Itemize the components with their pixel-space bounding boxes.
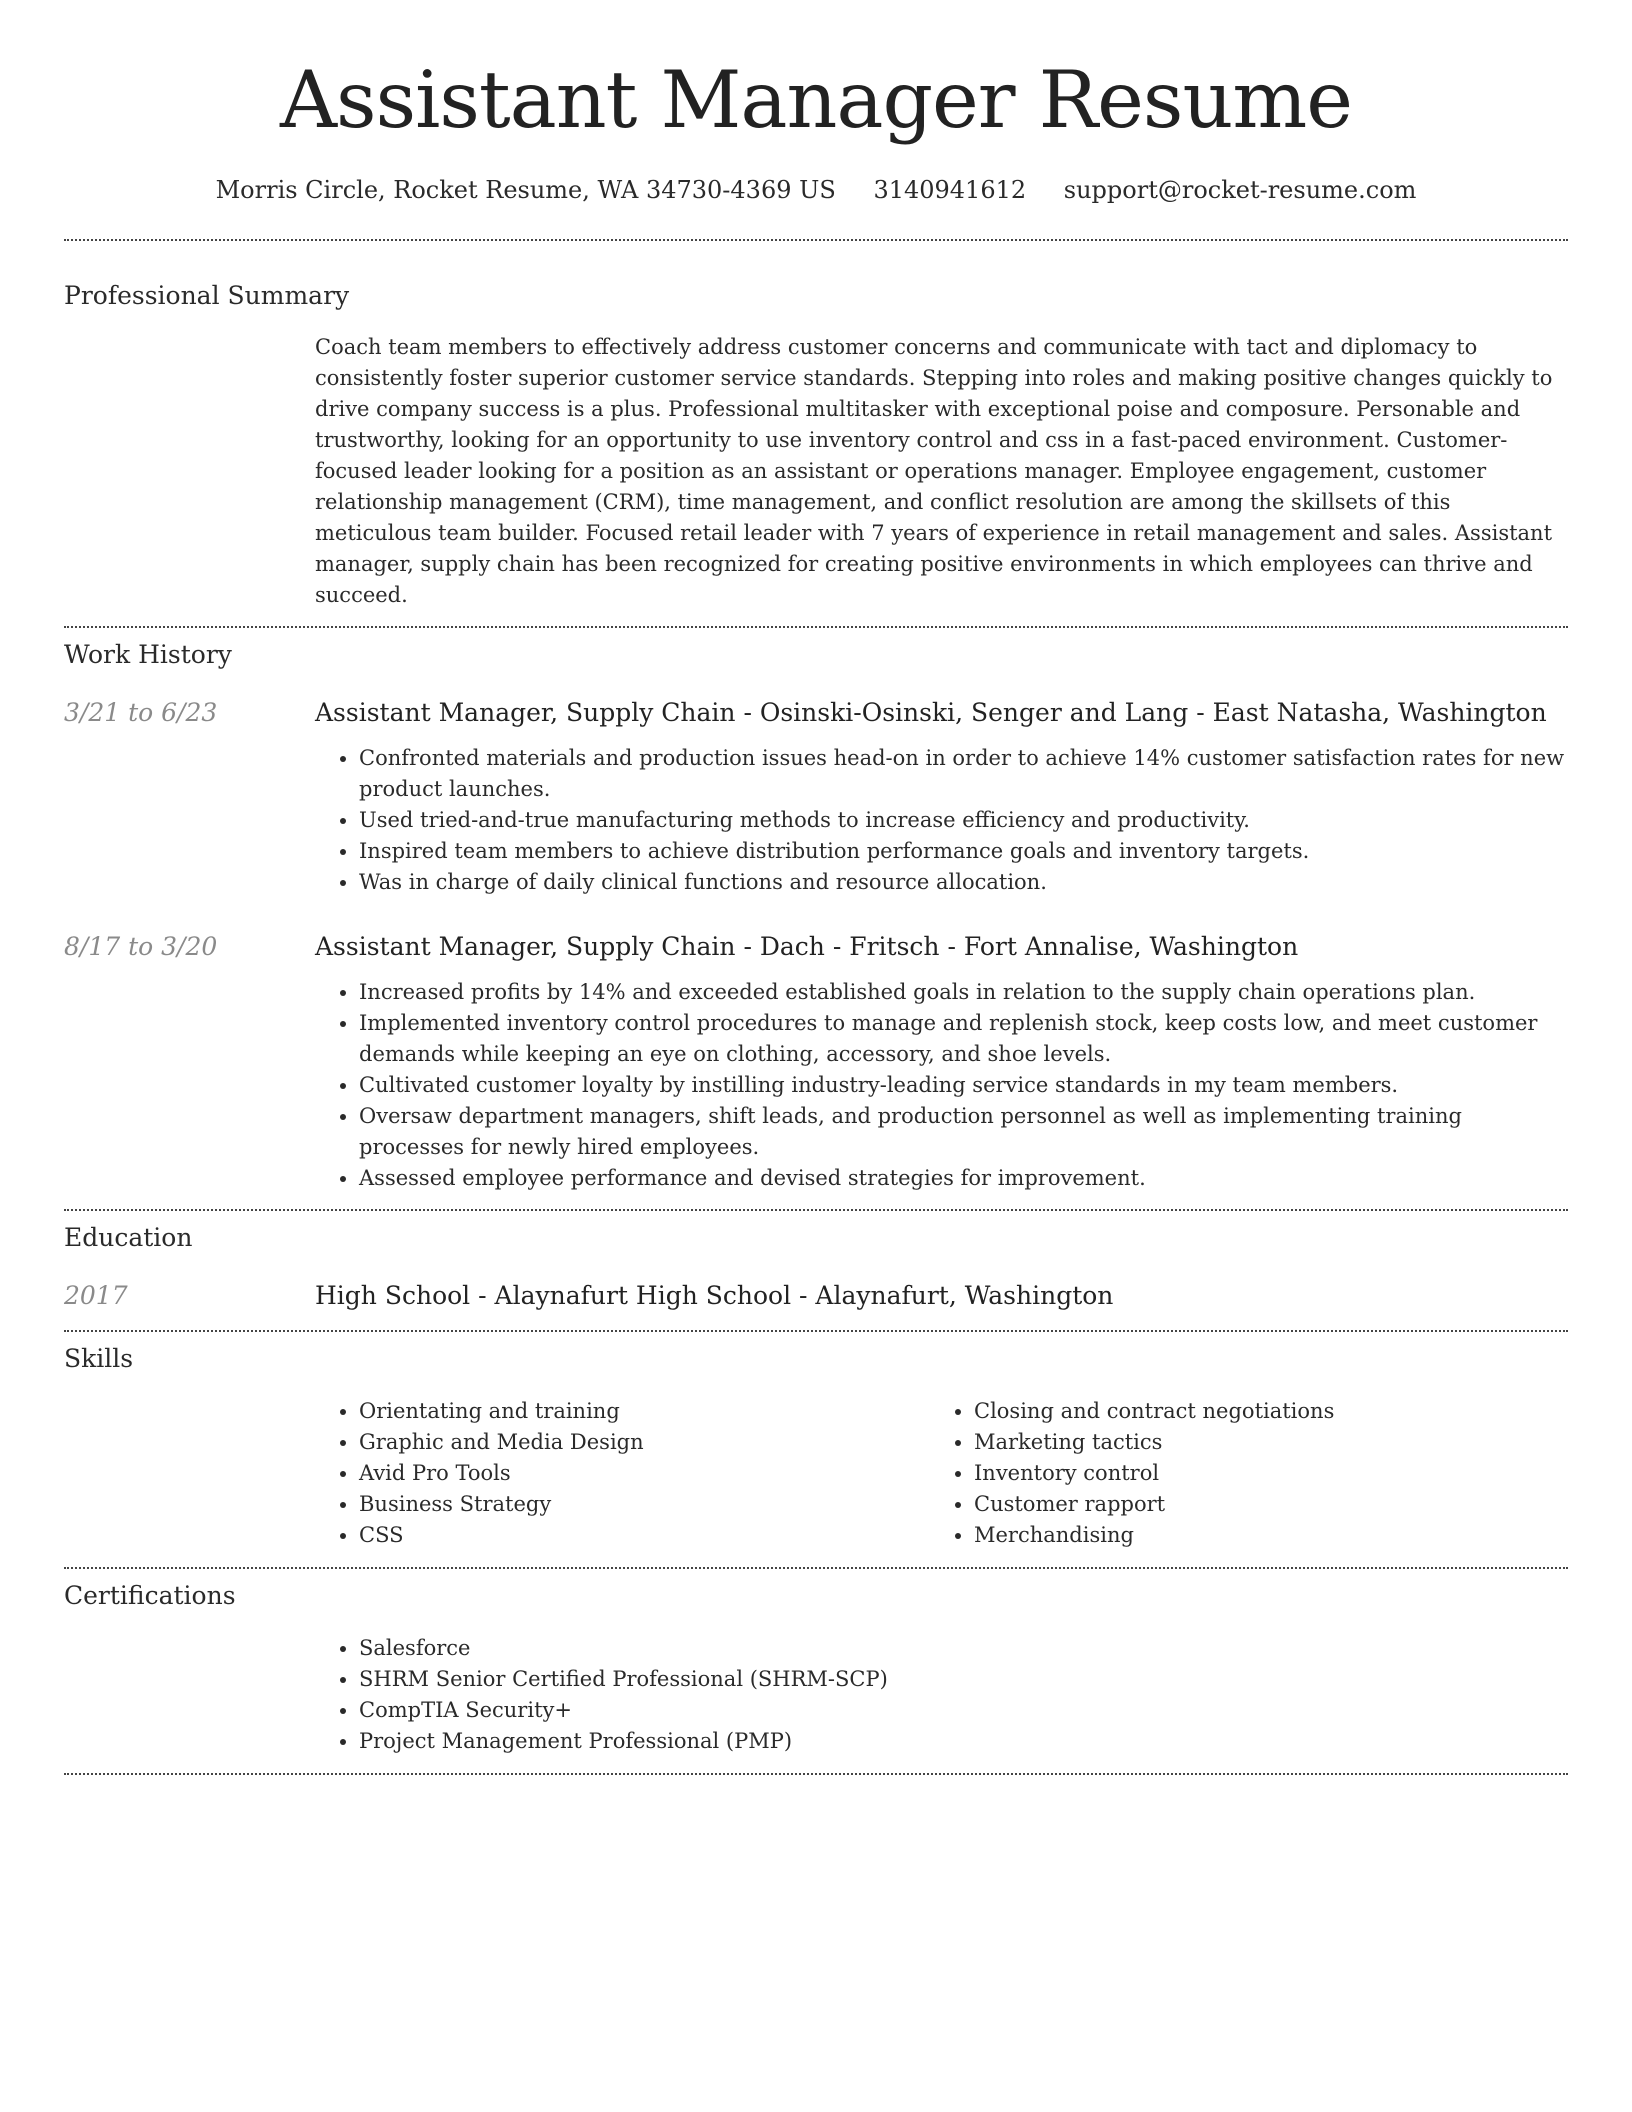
job-dates: 8/17 to 3/20 bbox=[64, 932, 218, 961]
certifications-wrap bbox=[315, 1633, 1568, 1757]
job-bullet: • Used tried-and-true manufacturing methods to increase efficiency and productivity. bbox=[359, 805, 1568, 836]
contact-email: support@rocket-resume.com bbox=[1063, 176, 1417, 204]
work-history-title: Work History bbox=[64, 640, 232, 669]
summary-text: Coach team members to effectively address customer concerns and communicate with tact and diplomacy to consistently foster superior customer service standards. Stepping into roles and making positive changes quickly to drive company success is a plus. Professional multitasker with exceptional poise and composure. Personable and trustworthy, looking for an opportunity to use inventory control and css in a fast-paced environment. Customer-focused leader looking for a position as an assistant or operations manager. Employee engagement, customer relationship management (CRM), time management, and conflict resolution are among the skillsets of this meticulous team builder. Focused retail leader with 7 years of experience in retail management and sales. Assistant manager, supply chain has been recognized for creating positive environments in which employees can thrive and succeed. bbox=[315, 335, 1553, 607]
section-divider bbox=[64, 1209, 1568, 1211]
contact-address: Morris Circle, Rocket Resume, WA 34730-4369 US bbox=[215, 176, 836, 204]
job-entry bbox=[64, 931, 1568, 1194]
skill-item: • Orientating and training bbox=[359, 1396, 930, 1427]
section-divider bbox=[64, 239, 1568, 241]
certification-item: • Project Management Professional (PMP) bbox=[359, 1726, 1568, 1757]
certification-item: • CompTIA Security+ bbox=[359, 1695, 1568, 1726]
skill-item: • Inventory control bbox=[974, 1458, 1545, 1489]
job-header bbox=[64, 931, 1568, 963]
certification-item: • SHRM Senior Certified Professional (SHRM-SCP) bbox=[359, 1664, 1568, 1695]
certifications-section bbox=[64, 1580, 1568, 1757]
resume-page bbox=[64, 0, 1568, 1775]
contact-line bbox=[64, 174, 1568, 206]
education-title: Education bbox=[64, 1223, 193, 1252]
section-divider bbox=[64, 626, 1568, 628]
job-bullet: • Cultivated customer loyalty by instilling industry-leading service standards in my team members. bbox=[359, 1070, 1568, 1101]
section-divider bbox=[64, 1773, 1568, 1775]
education-heading: High School - Alaynafurt High School - Alaynafurt, Washington bbox=[315, 1281, 1114, 1310]
job-heading: Assistant Manager, Supply Chain - Osinski-Osinski, Senger and Lang - East Natasha, Washington bbox=[315, 698, 1547, 727]
skills-list-right bbox=[930, 1396, 1545, 1551]
job-bullet: • Increased profits by 14% and exceeded established goals in relation to the supply chain operations plan. bbox=[359, 977, 1568, 1008]
contact-phone: 3140941612 bbox=[873, 176, 1027, 204]
job-bullet: • Confronted materials and production issues head-on in order to achieve 14% customer satisfaction rates for new product launches. bbox=[359, 743, 1568, 805]
job-bullet: • Inspired team members to achieve distribution performance goals and inventory targets. bbox=[359, 836, 1568, 867]
summary-section bbox=[64, 280, 1568, 611]
skill-item: • Closing and contract negotiations bbox=[974, 1396, 1545, 1427]
skill-item: • Marketing tactics bbox=[974, 1427, 1545, 1458]
job-bullets bbox=[315, 743, 1568, 898]
job-bullet: • Implemented inventory control procedures to manage and replenish stock, keep costs low, and meet customer demands while keeping an eye on clothing, accessory, and shoe levels. bbox=[359, 1008, 1568, 1070]
job-bullets bbox=[315, 977, 1568, 1194]
skills-column-left bbox=[315, 1396, 930, 1551]
skills-section bbox=[64, 1343, 1568, 1551]
education-section bbox=[64, 1222, 1568, 1312]
job-dates: 3/21 to 6/23 bbox=[64, 698, 218, 727]
skill-item: • Business Strategy bbox=[359, 1489, 930, 1520]
skills-list-left bbox=[315, 1396, 930, 1551]
summary-title: Professional Summary bbox=[64, 281, 350, 310]
skill-item: • Customer rapport bbox=[974, 1489, 1545, 1520]
skill-item: • Merchandising bbox=[974, 1520, 1545, 1551]
skill-item: • Avid Pro Tools bbox=[359, 1458, 930, 1489]
resume-header bbox=[64, 52, 1568, 206]
certifications-list bbox=[315, 1633, 1568, 1757]
job-bullet: • Was in charge of daily clinical functions and resource allocation. bbox=[359, 867, 1568, 898]
skills-grid bbox=[315, 1396, 1568, 1551]
section-divider bbox=[64, 1567, 1568, 1569]
certifications-title: Certifications bbox=[64, 1581, 236, 1610]
certification-item: • Salesforce bbox=[359, 1633, 1568, 1664]
job-bullets-wrap bbox=[315, 977, 1568, 1194]
education-dates: 2017 bbox=[64, 1281, 128, 1310]
job-entry bbox=[64, 697, 1568, 898]
skills-title: Skills bbox=[64, 1344, 134, 1373]
job-bullet: • Assessed employee performance and devised strategies for improvement. bbox=[359, 1163, 1568, 1194]
job-bullets-wrap bbox=[315, 743, 1568, 898]
skill-item: • Graphic and Media Design bbox=[359, 1427, 930, 1458]
skill-item: • CSS bbox=[359, 1520, 930, 1551]
section-divider bbox=[64, 1330, 1568, 1332]
resume-title: Assistant Manager Resume bbox=[279, 54, 1352, 146]
job-heading: Assistant Manager, Supply Chain - Dach - Fritsch - Fort Annalise, Washington bbox=[315, 932, 1299, 961]
job-header bbox=[64, 697, 1568, 729]
education-entry bbox=[64, 1280, 1568, 1312]
skills-column-right bbox=[930, 1396, 1545, 1551]
work-history-section bbox=[64, 639, 1568, 1194]
job-bullet: • Oversaw department managers, shift leads, and production personnel as well as implementing training processes for newly hired employees. bbox=[359, 1101, 1568, 1163]
